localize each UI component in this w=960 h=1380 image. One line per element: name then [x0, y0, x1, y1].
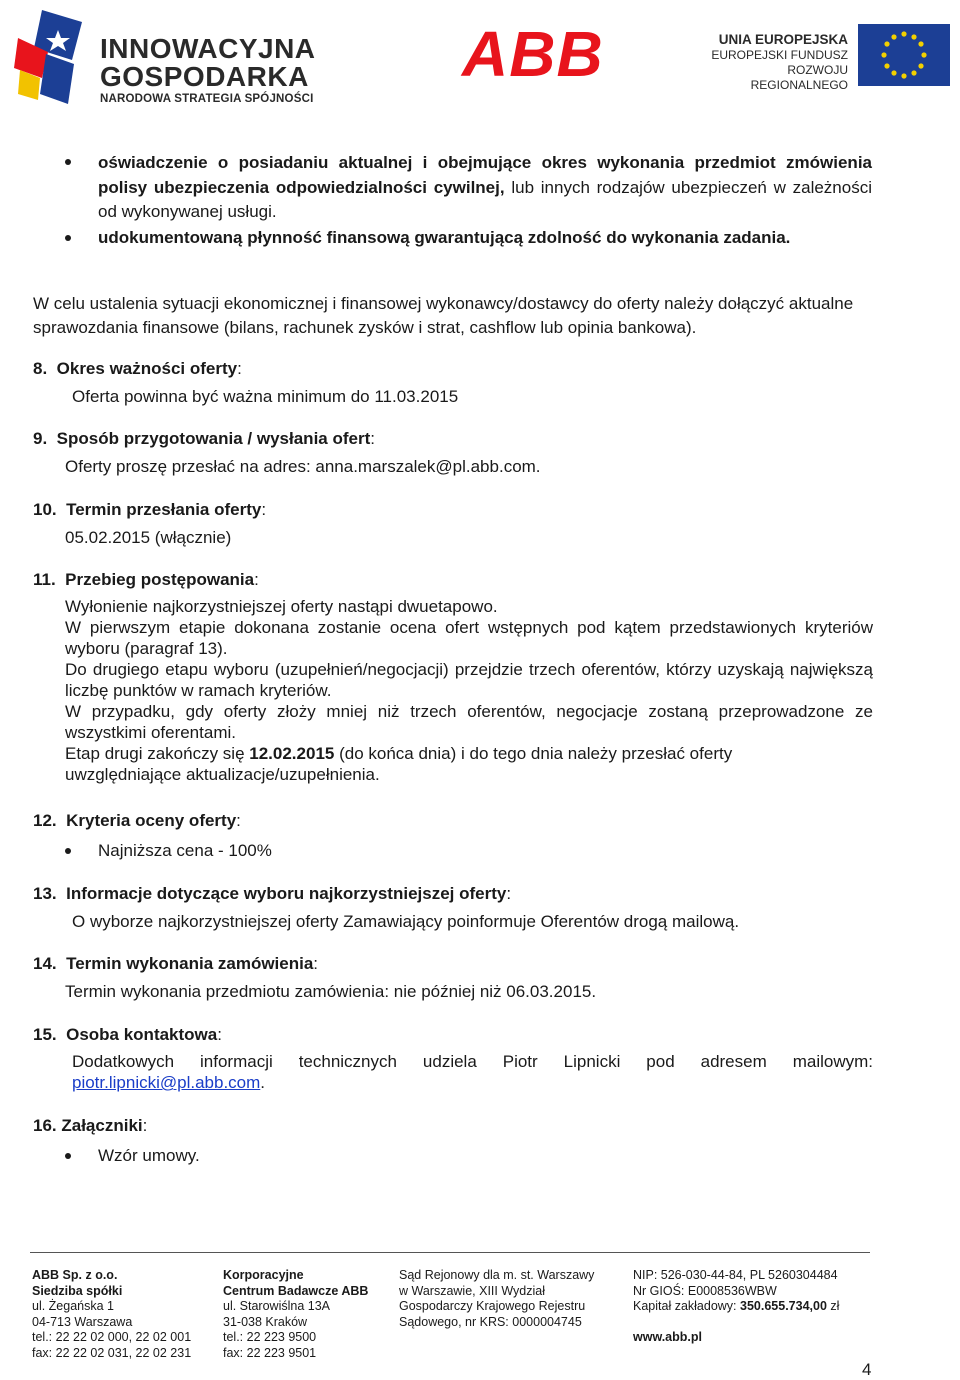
bullet-dot-icon	[65, 159, 71, 165]
intro-paragraph: W celu ustalenia sytuacji ekonomicznej i finansowej wykonawcy/dostawcy do oferty należy dołączyć aktualne sprawozdania finansowe (bilans, rachunek zysków i strat, cashflow lub opinia bankowa).	[33, 294, 854, 337]
section-12-bullet: Najniższa cena - 100%	[98, 841, 272, 860]
footer-col-company: ABB Sp. z o.o. Siedziba spółki ul. Żegańska 1 04-713 Warszawa tel.: 22 22 02 000, 22 02 001 fax: 22 22 02 031, 22 02 231	[32, 1268, 192, 1360]
ig-logo-line2: GOSPODARKA	[100, 61, 309, 92]
footer-col-court: Sąd Rejonowy dla m. st. Warszawy w Warszawie, XIII Wydział Gospodarczy Krajowego Rejestru Sądowego, nr KRS: 0000004745	[399, 1268, 595, 1329]
section-11-heading: 11. Przebieg postępowania:	[33, 570, 259, 589]
eu-line2: EUROPEJSKI FUNDUSZ	[711, 48, 848, 62]
section-16-bullet: Wzór umowy.	[98, 1146, 200, 1165]
section-14-text: Termin wykonania przedmiotu zamówienia: nie później niż 06.03.2015.	[65, 982, 597, 1001]
section-11-p1: Wyłonienie najkorzystniejszej oferty nastąpi dwuetapowo.	[65, 597, 498, 616]
section-15-heading: 15. Osoba kontaktowa:	[33, 1025, 222, 1044]
section-11-body	[65, 596, 873, 785]
section-16-heading: 16. Załączniki:	[33, 1116, 148, 1135]
section-9-heading: 9. Sposób przygotowania / wysłania ofert:	[33, 429, 375, 448]
section-12-heading: 12. Kryteria oceny oferty:	[33, 811, 241, 830]
section-11-p4: W przypadku, gdy oferty złoży mniej niż trzech oferentów, negocjacje zostaną przeprowadzone ze wszystkimi oferentami.	[65, 702, 873, 742]
section-10-text: 05.02.2015 (włącznie)	[65, 528, 232, 547]
ig-logo-line1: INNOWACYJNA	[100, 33, 316, 64]
footer-website: www.abb.pl	[633, 1330, 702, 1344]
footer-col-research: Korporacyjne Centrum Badawcze ABB ul. Starowiślna 13A 31-038 Kraków tel.: 22 223 9500 fax: 22 223 9501	[223, 1268, 369, 1360]
bullet-insurance-rest: lub innych rodzajów ubezpieczeń w zależności od wykonywanej usługi.	[98, 177, 872, 221]
bullet-dot-icon	[65, 848, 71, 854]
eu-line3: ROZWOJU REGIONALNEGO	[750, 63, 848, 92]
eu-logo-text	[690, 32, 848, 93]
section-8-text: Oferta powinna być ważna minimum do 11.03.2015	[72, 387, 459, 406]
section-14-heading: 14. Termin wykonania zamówienia:	[33, 954, 319, 973]
footer-divider	[30, 1252, 870, 1253]
bullet-dot-icon	[65, 235, 71, 241]
eu-flag-icon	[858, 24, 950, 86]
section-13-text: O wyborze najkorzystniejszej oferty Zamawiający poinformuje Oferentów drogą mailową.	[72, 912, 740, 931]
section-11-p3: Do drugiego etapu wyboru (uzupełnień/negocjacji) przejdzie trzech oferentów, którzy uzyskają największą liczbę punktów w ramach kryteriów.	[65, 660, 873, 700]
section-10-heading: 10. Termin przesłania oferty:	[33, 500, 267, 519]
ig-logo-line3: NARODOWA STRATEGIA SPÓJNOŚCI	[100, 93, 314, 105]
page-number: 4	[862, 1360, 872, 1379]
section-9-text: Oferty proszę przesłać na adres: anna.marszalek@pl.abb.com.	[65, 457, 541, 476]
bullet-liquidity: udokumentowaną płynność finansową gwarantującą zdolność do wykonania zadania.	[98, 228, 791, 247]
section-8-heading: 8. Okres ważności oferty:	[33, 359, 242, 378]
eu-line1: UNIA EUROPEJSKA	[718, 32, 848, 47]
footer-col-tax: NIP: 526-030-44-84, PL 5260304484 Nr GIOŚ: E0008536WBW Kapitał zakładowy: 350.655.734,00 zł www.abb.pl	[633, 1268, 840, 1344]
section-13-heading: 13. Informacje dotyczące wyboru najkorzystniejszej oferty:	[33, 884, 512, 903]
bullet-dot-icon	[65, 1153, 71, 1159]
bullet-insurance	[98, 151, 872, 225]
contact-email-link[interactable]: piotr.lipnicki@pl.abb.com	[72, 1073, 261, 1092]
section-11-p2: W pierwszym etapie dokonana zostanie ocena ofert wstępnych pod kątem przedstawionych kryteriów wyboru (paragraf 13).	[65, 618, 873, 658]
section-11-p5: Etap drugi zakończy się 12.02.2015 (do końca dnia) i do tego dnia należy przesłać oferty uwzględniające aktualizacje/uzupełnienia.	[65, 744, 733, 784]
innowacyjna-gospodarka-logo-icon	[12, 8, 98, 108]
bullet-insurance-bold: oświadczenie o posiadaniu aktualnej i obejmujące okres wykonania przedmiot zmówienia polisy ubezpieczenia odpowiedzialności cywilnej,	[98, 153, 872, 197]
section-15-text: Dodatkowych informacji technicznych udziela Piotr Lipnicki pod adresem mailowym: piotr.lipnicki@pl.abb.com.	[72, 1052, 873, 1092]
abb-logo: ABB	[462, 18, 604, 90]
